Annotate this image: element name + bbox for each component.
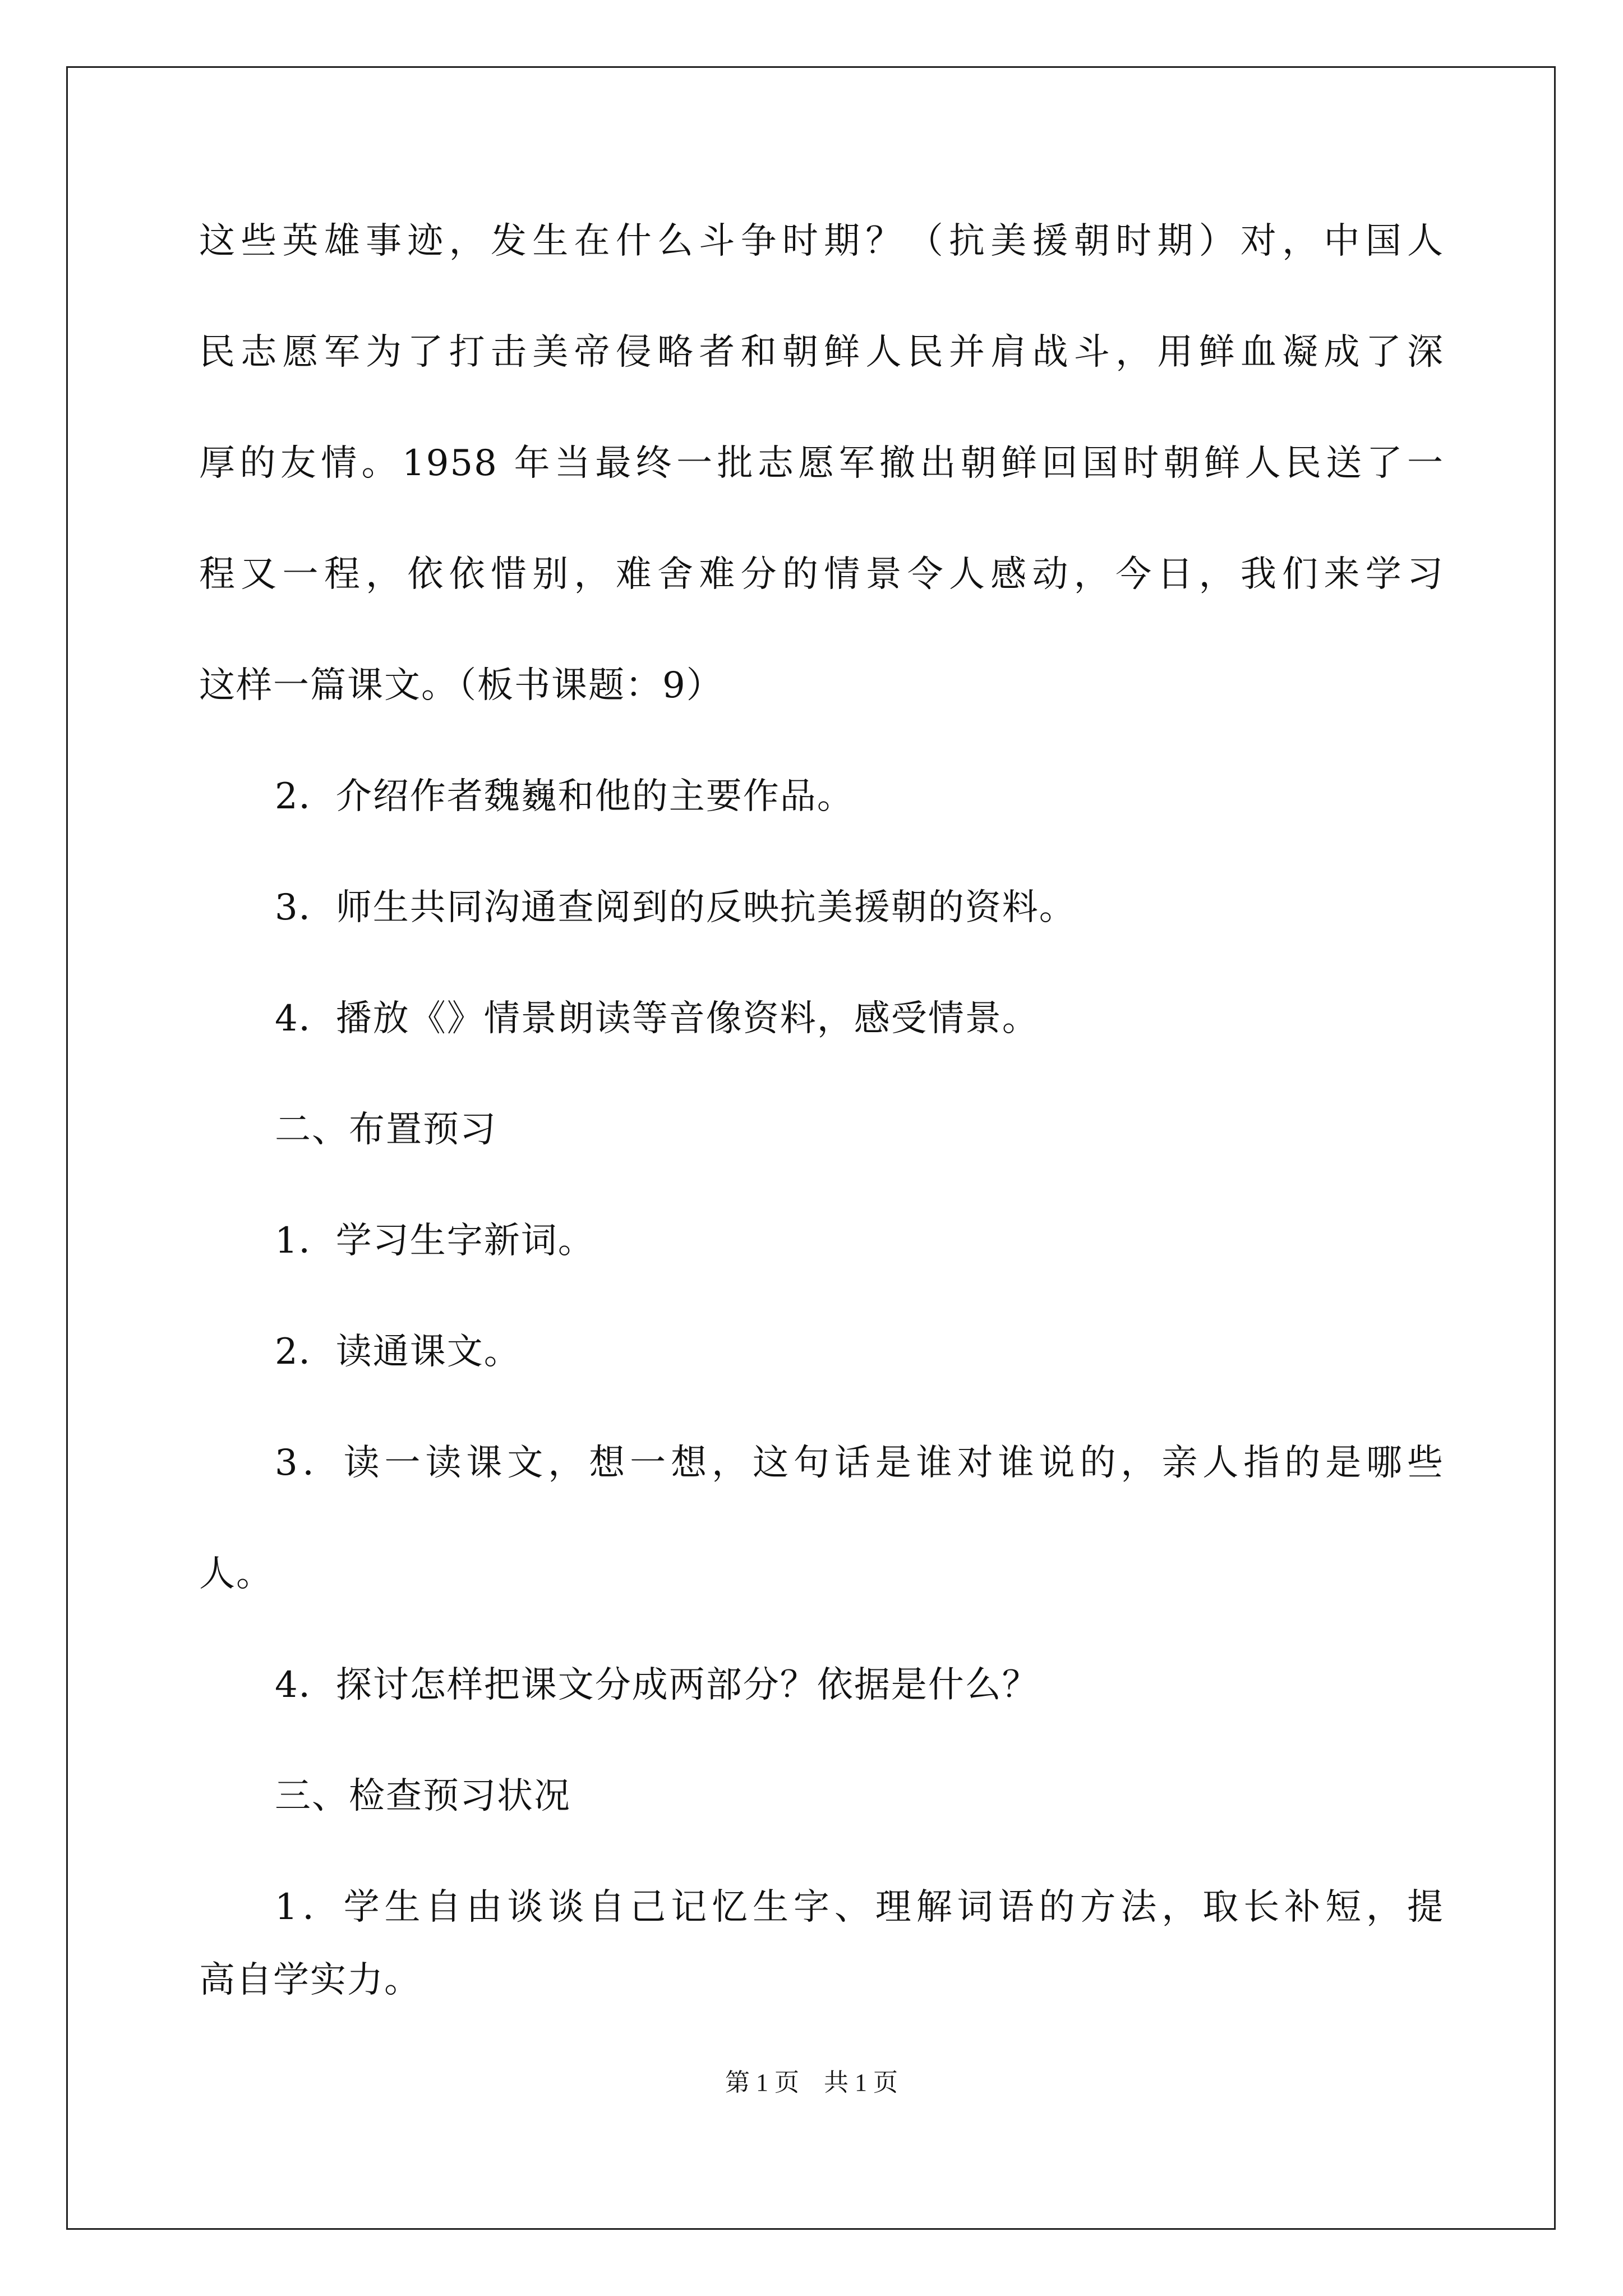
text-line: 4．播放《》情景朗读等音像资料，感受情景。 <box>275 998 1039 1039</box>
text-line: 人。 <box>199 1553 273 1595</box>
section-heading: 二、布置预习 <box>275 1109 497 1151</box>
text-line: 4．探讨怎样把课文分成两部分？依据是什么？ <box>275 1664 1039 1706</box>
text-line: 民志愿军为了打击美帝侵略者和朝鲜人民并肩战斗，用鲜血凝成了深 <box>199 332 1444 373</box>
text-line: 2．读通课文。 <box>275 1331 521 1373</box>
text-line: 1．学生自由谈谈自己记忆生字、理解词语的方法，取长补短，提 <box>275 1887 1444 1928</box>
text-line: 3．读一读课文，想一想，这句话是谁对谁说的，亲人指的是哪些 <box>275 1442 1444 1484</box>
text-line: 1．学习生字新词。 <box>275 1220 595 1262</box>
text-line: 程又一程，依依惜别，难舍难分的情景令人感动，今日，我们来学习 <box>199 554 1444 595</box>
page-footer: 第 1 页 共 1 页 <box>725 2069 898 2096</box>
text-line: 3．师生共同沟通查阅到的反映抗美援朝的资料。 <box>275 887 1076 928</box>
text-line: 这样一篇课文。（板书课题：9） <box>199 665 723 706</box>
text-line: 2．介绍作者魏巍和他的主要作品。 <box>275 776 854 817</box>
text-line: 这些英雄事迹，发生在什么斗争时期？（抗美援朝时期）对，中国人 <box>199 220 1444 262</box>
section-heading: 三、检查预习状况 <box>275 1775 571 1817</box>
text-line: 厚的友情。1958 年当最终一批志愿军撤出朝鲜回国时朝鲜人民送了一 <box>199 443 1444 484</box>
text-line: 高自学实力。 <box>199 1959 421 2001</box>
